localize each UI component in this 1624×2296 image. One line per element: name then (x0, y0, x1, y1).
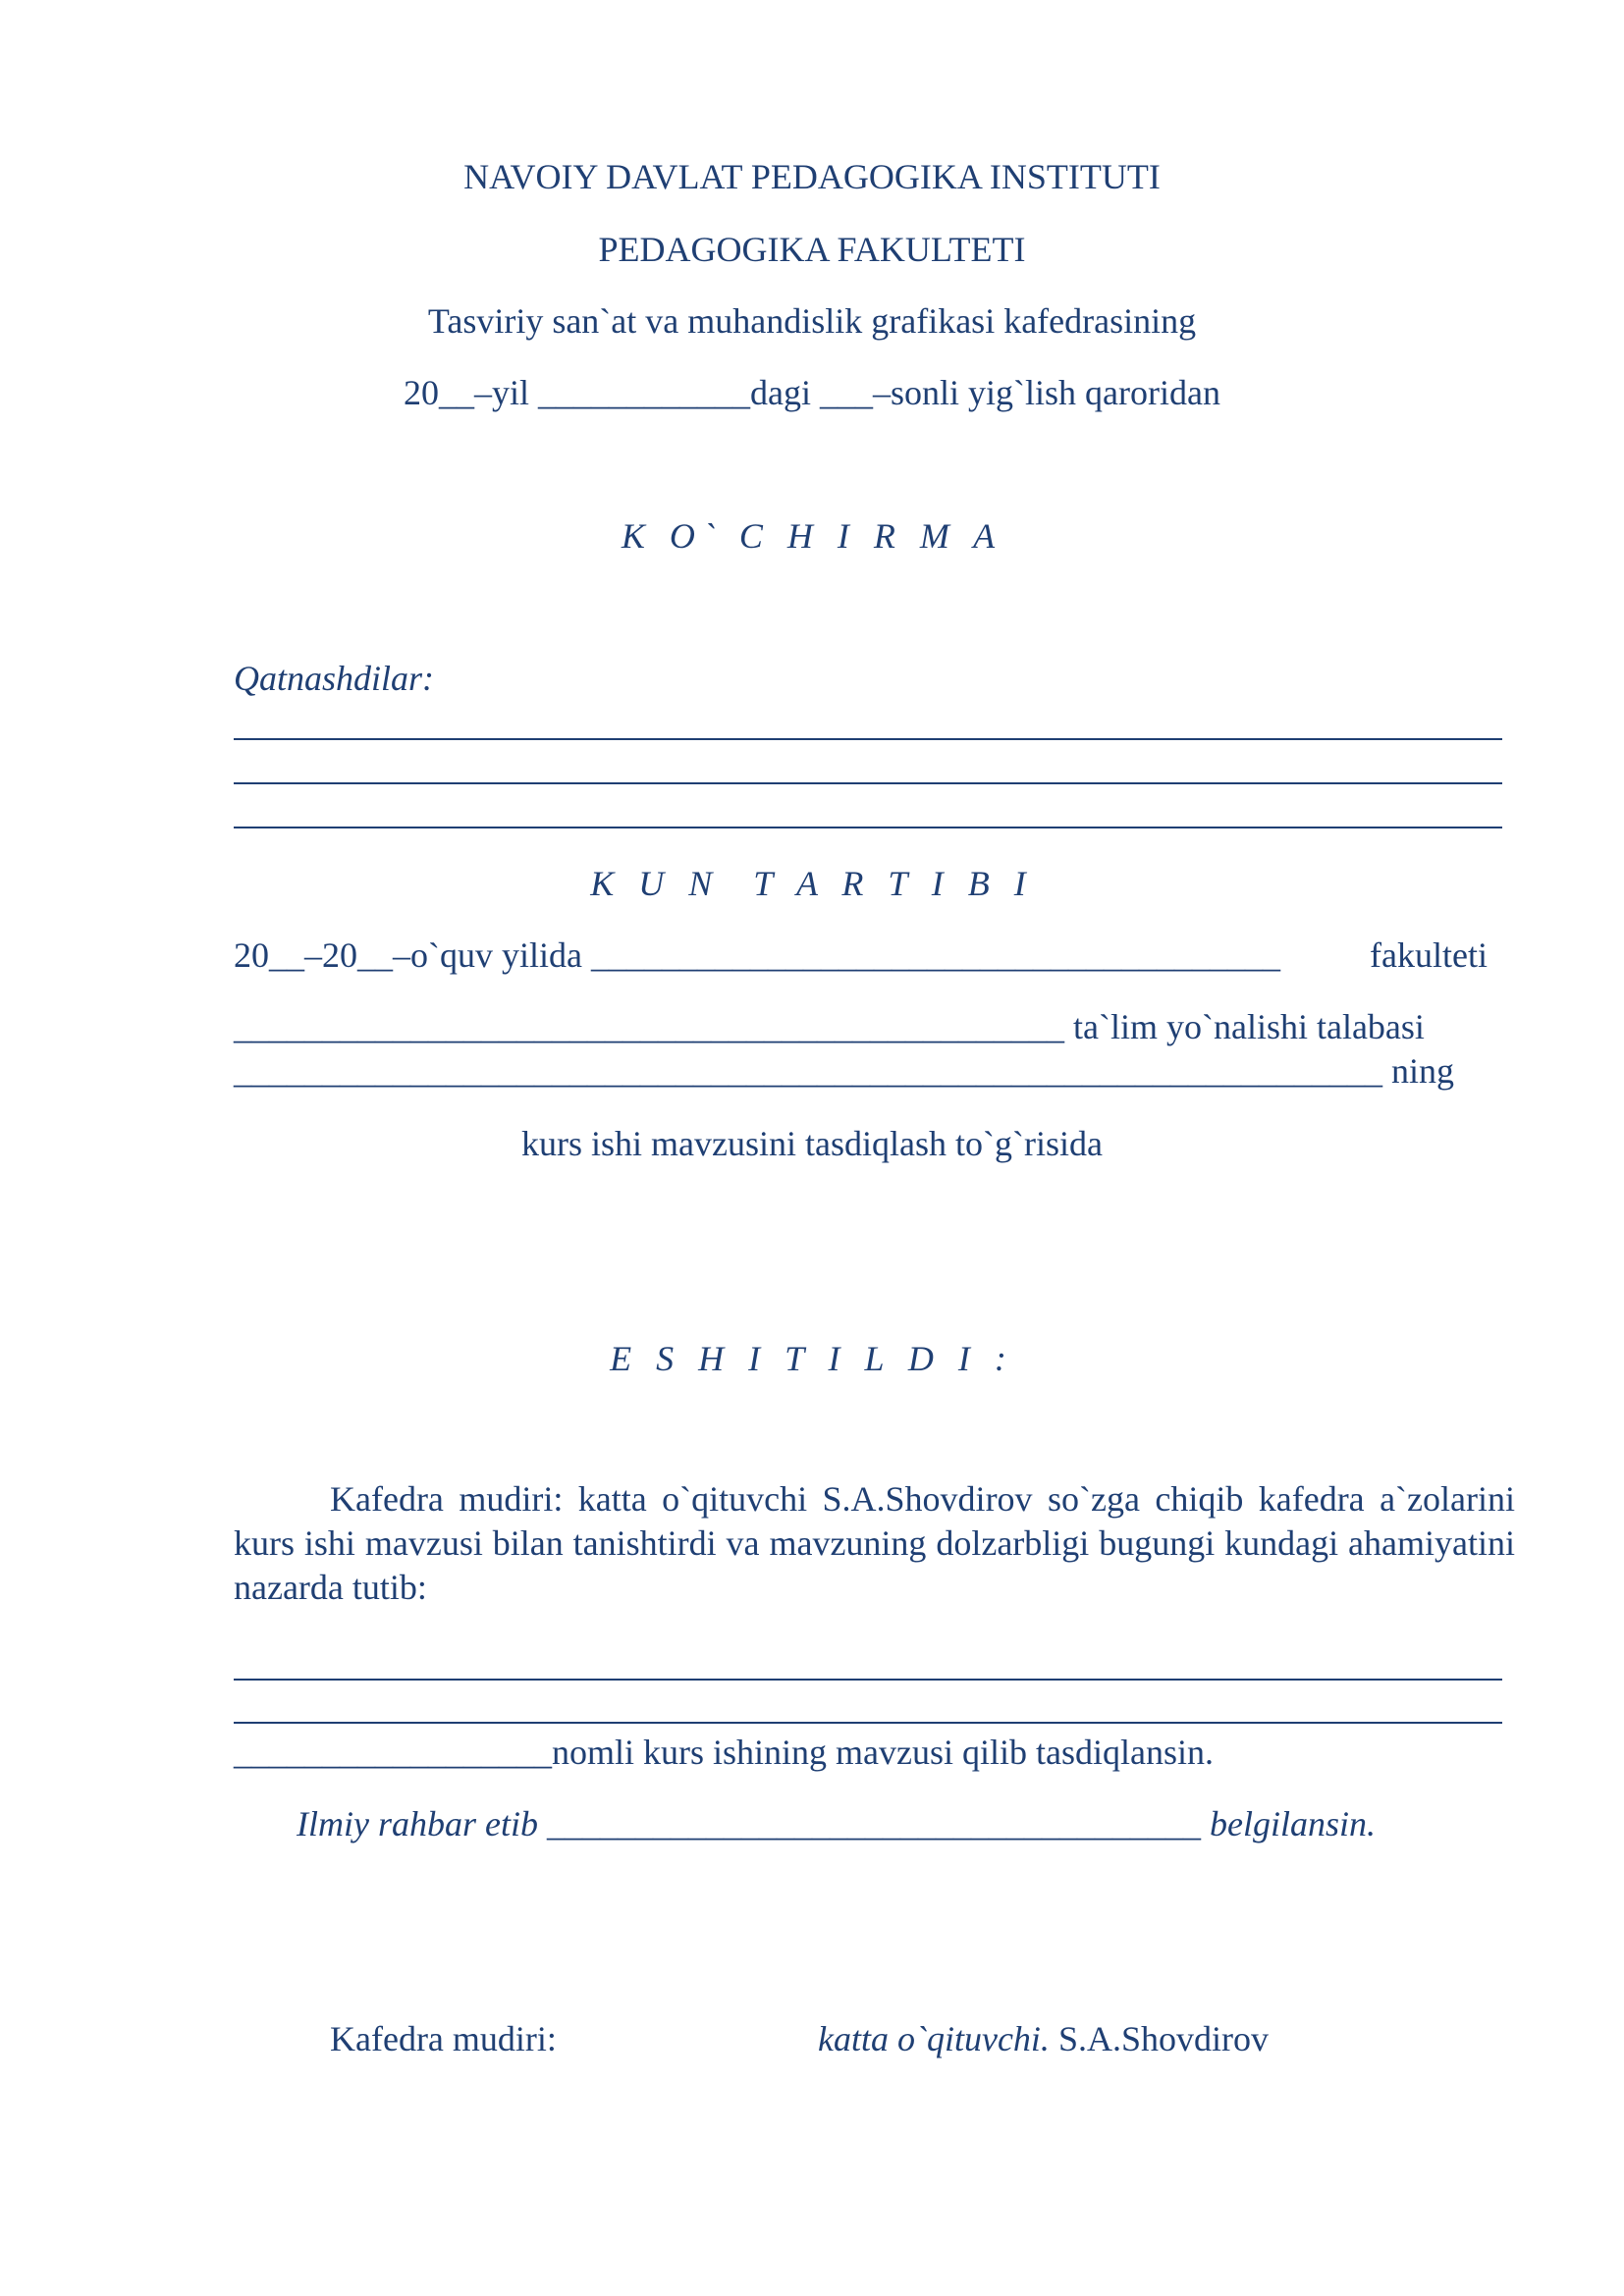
heard-paragraph-block (234, 1477, 1515, 1610)
decision-line-2 (234, 1722, 1502, 1724)
signature-block (818, 2021, 1269, 2056)
approval-line: __________________nomli kurs ishining mavzusi qilib tasdiqlansin. (234, 1733, 1214, 1772)
agenda-heading: K U N T A R T I B I (590, 864, 1034, 903)
supervisor-line: Ilmiy rahbar etib _____________________________________ belgilansin. (297, 1804, 1376, 1843)
kochirma-heading: K O` C H I R M A (621, 516, 1003, 556)
decision-line-1 (234, 1679, 1502, 1681)
department-line: Tasviriy san`at va muhandislik grafikasi kafedrasining (427, 301, 1197, 341)
signature-title: katta o`qituvchi. (818, 2019, 1050, 2058)
participants-label: Qatnashdilar: (234, 659, 435, 698)
participants-line-3 (234, 827, 1502, 828)
participants-line-2 (234, 782, 1502, 784)
agenda-line-1: 20__–20__–o`quv yilida _______________________________________ (234, 935, 1280, 975)
heard-heading: E S H I T I L D I : (610, 1339, 1014, 1378)
institute-title: NAVOIY DAVLAT PEDAGOGIKA INSTITUTI (463, 157, 1161, 196)
agenda-line-2: _______________________________________________ ta`lim yo`nalishi talabasi (234, 1007, 1425, 1046)
signature-name: S.A.Shovdirov (1057, 2019, 1269, 2058)
agenda-topic: kurs ishi mavzusini tasdiqlash to`g`risida (521, 1124, 1103, 1163)
signature-role: Kafedra mudiri: (330, 2019, 557, 2058)
faculty-title: PEDAGOGIKA FAKULTETI (598, 230, 1026, 269)
heard-paragraph: Kafedra mudiri: katta o`qituvchi S.A.Shovdirov so`zga chiqib kafedra a`zolarini kurs ishi mavzusi bilan tanishtirdi va mavzuning dolzarbligi bugungi kundagi ahamiyatini nazarda tutib: (234, 1479, 1515, 1607)
agenda-line-3: _________________________________________________________________ ning (234, 1051, 1455, 1091)
agenda-faculty-word: fakulteti (1370, 935, 1488, 975)
meeting-line: 20__–yil ____________dagi ___–sonli yig`lish qaroridan (404, 373, 1220, 412)
participants-line-1 (234, 738, 1502, 740)
